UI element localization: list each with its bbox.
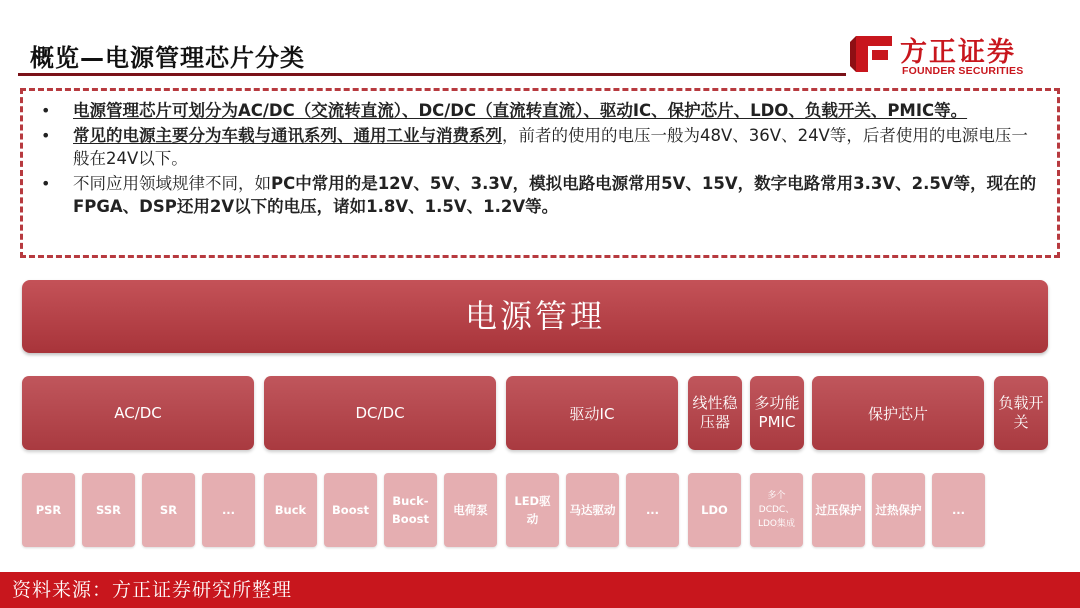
category-label: 负载开关 bbox=[998, 394, 1044, 431]
note-text: 不同应用领域规律不同，如 bbox=[73, 174, 271, 193]
category-protection-chip bbox=[812, 376, 984, 450]
note-item bbox=[37, 99, 1043, 122]
root-node-power-management: 电源管理 bbox=[22, 280, 1048, 353]
bullet: • bbox=[41, 174, 51, 193]
bullet: • bbox=[41, 126, 51, 145]
leaf-ssr: SSR bbox=[82, 473, 135, 547]
logo-name-en: FOUNDER SECURITIES bbox=[902, 65, 1024, 77]
leaf-buck: Buck bbox=[264, 473, 317, 547]
category-dc-dc bbox=[264, 376, 496, 450]
leaf-charge-pump: 电荷泵 bbox=[444, 473, 497, 547]
leaf-overheat-protection: 过热保护 bbox=[872, 473, 925, 547]
note-emphasis: PC中常用的是12V、5V、3.3V，模拟电路电源常用5V、15V，数字电路常用3.3V、2.5V等，现在的FPGA、DSP还用2V以下的电压，诸如1.8V、1.5V、1.2V等。 bbox=[73, 174, 1037, 216]
leaf-buck-boost: Buck-Boost bbox=[384, 473, 437, 547]
logo-name-cn: 方正证券 bbox=[900, 37, 1016, 68]
leaf-led-driver: LED驱动 bbox=[506, 473, 559, 547]
summary-note-box bbox=[20, 88, 1060, 258]
source-footer: 资料来源：方正证券研究所整理 bbox=[0, 572, 1080, 608]
note-item bbox=[37, 172, 1043, 218]
category-driver-ic bbox=[506, 376, 678, 450]
note-text: ，前者的使用的电压一般为48V、36V、24V等，后者使用的电源电压一般在24V以下。 bbox=[73, 126, 1028, 168]
category-label: 线性稳压器 bbox=[692, 394, 738, 431]
title-underline bbox=[18, 73, 846, 76]
category-load-switch bbox=[994, 376, 1048, 450]
founder-logo-icon bbox=[848, 32, 894, 74]
category-label: DC/DC bbox=[355, 404, 405, 422]
leaf-more-ac-dc: ... bbox=[202, 473, 255, 547]
leaf-overvoltage-protection: 过压保护 bbox=[812, 473, 865, 547]
category-label: 保护芯片 bbox=[867, 404, 928, 423]
category-label: 多功能PMIC bbox=[754, 394, 800, 431]
leaf-motor-driver: 马达驱动 bbox=[566, 473, 619, 547]
leaf-psr: PSR bbox=[22, 473, 75, 547]
leaf-more-driver: ... bbox=[626, 473, 679, 547]
note-emphasis: 电源管理芯片可划分为AC/DC（交流转直流）、DC/DC（直流转直流）、驱动IC、保护芯片、LDO、负载开关、PMIC等。 bbox=[73, 101, 968, 120]
bullet: • bbox=[41, 101, 51, 120]
category-label: 驱动IC bbox=[569, 404, 615, 423]
category-linear-regulator bbox=[688, 376, 742, 450]
leaf-multi-dcdc-ldo: 多个DCDC、LDO集成 bbox=[750, 473, 803, 547]
leaf-ldo: LDO bbox=[688, 473, 741, 547]
leaf-more-protection: ... bbox=[932, 473, 985, 547]
note-emphasis: 常见的电源主要分为车载与通讯系列、通用工业与消费系列 bbox=[73, 126, 502, 145]
category-label: AC/DC bbox=[114, 404, 162, 422]
category-multi-function-pmic bbox=[750, 376, 804, 450]
leaf-boost: Boost bbox=[324, 473, 377, 547]
category-ac-dc bbox=[22, 376, 254, 450]
page-title: 概览—电源管理芯片分类 bbox=[30, 44, 305, 72]
company-logo bbox=[848, 30, 1048, 80]
note-item bbox=[37, 124, 1043, 170]
leaf-sr: SR bbox=[142, 473, 195, 547]
